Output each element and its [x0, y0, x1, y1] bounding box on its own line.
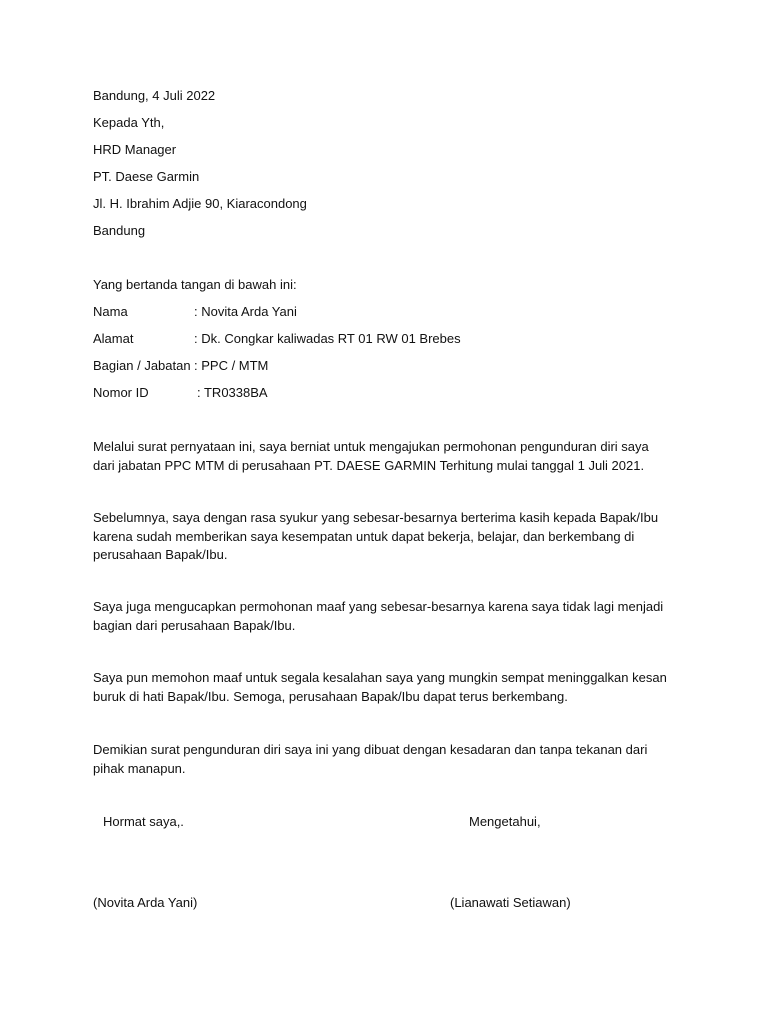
identity-value: : Novita Arda Yani: [194, 304, 297, 319]
paragraph-line: pihak manapun.: [93, 760, 186, 776]
paragraph-line: Saya pun memohon maaf untuk segala kesalahan saya yang mungkin sempat meninggalkan kesan: [93, 670, 667, 685]
paragraph-line: Demikian surat pengunduran diri saya ini yang dibuat dengan kesadaran dan tanpa tekanan dari: [93, 742, 648, 757]
intro-text: Yang bertanda tangan di bawah ini:: [93, 277, 297, 292]
paragraph-line: dari jabatan PPC MTM di perusahaan PT. DAESE GARMIN Terhitung mulai tanggal 1 Juli 2021.: [93, 457, 645, 473]
paragraph-resignation: [93, 438, 673, 475]
paragraph-line: Saya juga mengucapkan permohonan maaf yang sebesar-besarnya karena saya tidak lagi menjadi: [93, 599, 664, 614]
identity-value: : TR0338BA: [197, 385, 268, 400]
paragraph-mistakes: [93, 669, 673, 706]
identity-label: Nama: [93, 304, 128, 319]
salutation: Kepada Yth,: [93, 115, 165, 130]
identity-label: Alamat: [93, 331, 134, 346]
identity-label: Nomor ID: [93, 385, 149, 400]
paragraph-line: Sebelumnya, saya dengan rasa syukur yang sebesar-besarnya berterima kasih kepada Bapak/Ibu: [93, 510, 659, 525]
paragraph-line: buruk di hati Bapak/Ibu. Semoga, perusahaan Bapak/Ibu dapat terus berkembang.: [93, 688, 568, 704]
recipient-city: Bandung: [93, 223, 146, 238]
paragraph-line: karena sudah memberikan saya kesempatan untuk dapat bekerja, belajar, dan berkembang di: [93, 528, 635, 544]
place-date: Bandung, 4 Juli 2022: [93, 88, 216, 103]
signature-right-name: (Lianawati Setiawan): [450, 895, 571, 910]
paragraph-gratitude: [93, 509, 673, 565]
recipient-title: HRD Manager: [93, 142, 177, 157]
signature-right-heading: Mengetahui,: [469, 814, 541, 829]
paragraph-line: bagian dari perusahaan Bapak/Ibu.: [93, 617, 296, 633]
identity-value: : Dk. Congkar kaliwadas RT 01 RW 01 Brebes: [194, 331, 461, 346]
paragraph-closing: [93, 741, 673, 778]
identity-label: Bagian / Jabatan: [93, 358, 191, 373]
recipient-address: Jl. H. Ibrahim Adjie 90, Kiaracondong: [93, 196, 307, 211]
paragraph-line: Melalui surat pernyataan ini, saya berniat untuk mengajukan permohonan pengunduran diri saya: [93, 439, 649, 454]
recipient-company: PT. Daese Garmin: [93, 169, 200, 184]
signature-left-heading: Hormat saya,.: [103, 814, 184, 829]
signature-left-name: (Novita Arda Yani): [93, 895, 198, 910]
identity-value: : PPC / MTM: [194, 358, 269, 373]
paragraph-line: perusahaan Bapak/Ibu.: [93, 547, 228, 562]
paragraph-apology: [93, 598, 673, 635]
